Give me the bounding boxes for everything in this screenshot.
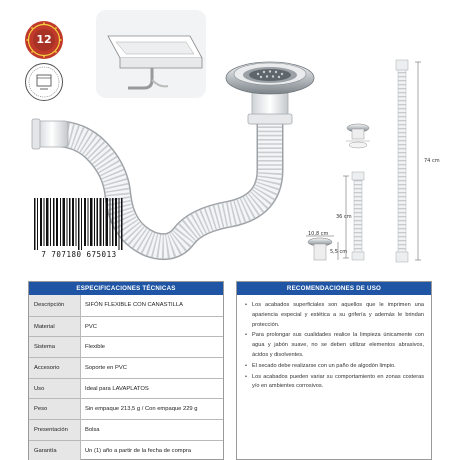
spec-key: Peso	[29, 399, 81, 419]
spec-key: Garantía	[29, 441, 81, 460]
spec-key: Uso	[29, 379, 81, 399]
dim-strainer-width: 10,8 cm	[308, 231, 329, 237]
spec-value: Soporte en PVC	[85, 364, 127, 371]
flexible-hose	[32, 118, 270, 247]
recommendations-panel	[236, 281, 432, 460]
spec-row	[29, 398, 223, 419]
spec-key: Sistema	[29, 337, 81, 357]
spec-row	[29, 440, 223, 460]
spec-key: Presentación	[29, 420, 81, 440]
spec-row	[29, 316, 223, 337]
recommendations-title: RECOMENDACIONES DE USO	[237, 282, 431, 295]
recommendations-list	[237, 295, 431, 392]
specs-title: ESPECIFICACIONES TÉCNICAS	[29, 282, 223, 295]
spec-key: Accesorio	[29, 358, 81, 378]
spec-value: Sin empaque 213,5 g / Con empaque 229 g	[85, 406, 198, 413]
spec-key: Material	[29, 317, 81, 337]
spec-row	[29, 419, 223, 440]
spec-row	[29, 357, 223, 378]
spec-value: Un (1) año a partir de la fecha de compra	[85, 447, 192, 454]
recommendation-item: • Los acabados pueden variar su comportamiento en zonas costeras y/o en ambientes corrosivos.	[245, 373, 424, 393]
extended-hose	[396, 60, 421, 262]
dim-total-length: 74 cm	[424, 158, 440, 164]
strainer	[226, 62, 314, 124]
recommendation-item: • Para prolongar sus cualidades realice la limpieza únicamente con agua y jabón suave, no se deben utilizar elementos abrasivos, ácidos y disolventes.	[245, 331, 424, 360]
recommendation-item: • El secado debe realizarse con un paño de algodón limpio.	[245, 362, 424, 372]
spec-value: Flexible	[85, 344, 105, 351]
spec-key: Descripción	[29, 295, 81, 316]
spec-row	[29, 295, 223, 316]
barcode-number: 7 707180 675013	[41, 250, 117, 259]
dim-strainer-height: 5,5 cm	[330, 249, 348, 255]
spec-value: Bolsa	[85, 426, 100, 433]
specs-panel	[28, 281, 224, 460]
dim-mid-length: 36 cm	[336, 214, 352, 220]
recommendation-item: • Los acabados superficiales son aquellos que le imprimen una apariencia especial y estética a su grifería y además le brindan protección.	[245, 301, 424, 330]
spec-row	[29, 378, 223, 399]
spec-value: PVC	[85, 323, 97, 330]
strainer-detail	[346, 124, 370, 148]
spec-value: Ideal para LAVAPLATOS	[85, 385, 149, 392]
spec-row	[29, 336, 223, 357]
warranty-years: 12	[36, 33, 52, 46]
strainer-side-view	[306, 236, 338, 260]
sink-diagram	[96, 10, 206, 98]
spec-value: SIFÓN FLEXIBLE CON CANASTILLA	[85, 302, 183, 309]
